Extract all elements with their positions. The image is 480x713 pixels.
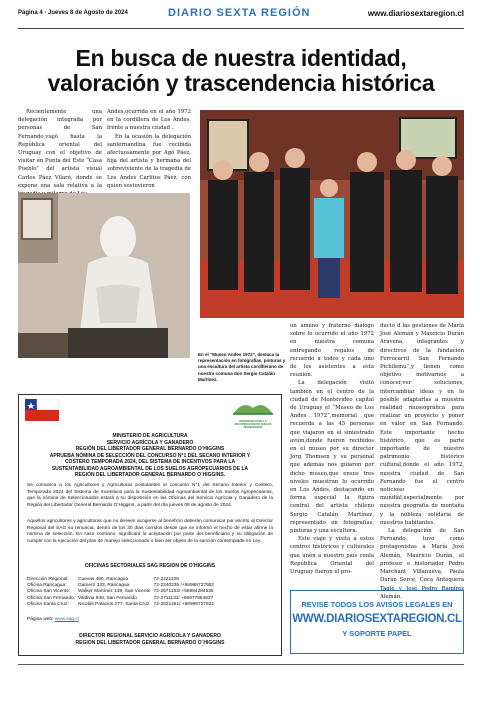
- website-link[interactable]: www.diariosextaregion.cl: [367, 9, 464, 18]
- article-paragraph: Andes,ocurrida en el año 1972 en la cordillera de Los Andes, frente a nuestra ciudad .: [107, 109, 191, 132]
- promo-line-3: Y SOPORTE PAPEL: [342, 629, 412, 638]
- office-address: Walker Martínez 149, San Vicente: [78, 589, 151, 595]
- office-address: Valdivia 948, San Fernando: [78, 595, 137, 601]
- headline-line-2: valoración y trascendencia histórica: [47, 70, 435, 96]
- ad-footer-line: REGION DEL LIBERTADOR GENERAL BERNARDO O´HIGGINS: [75, 639, 225, 646]
- headline-line-1: En busca de nuestra identidad,: [75, 45, 407, 71]
- web-label: Página web:: [27, 617, 54, 622]
- ad-footer: [25, 633, 275, 646]
- program-logo: [231, 398, 275, 429]
- offices-table: [27, 577, 217, 608]
- article-paragraph: Este viaje y visita a estos centros históricos y culturales que unen a nuestro país conla República Oriental del Uruguay fueron el pro-: [290, 536, 374, 576]
- article-paragraph: La delegación de San Fernando, tuvo como protagonistas a María José Alemán, Mauricio Durán, el profesor e historiador Pedro Marchant Villanueva, Paula Durán Serce, Coca Antequera Tagle y José Pedro Ramírez Alemán.: [380, 528, 464, 600]
- office-address: Nicolás Palacios 277, Santa Cruz: [78, 601, 150, 607]
- office-phone: 72-2711131/ +56977654637: [153, 595, 214, 601]
- office-name: Oficina San Fernando:: [27, 595, 75, 601]
- ad-title-line: REGIÓN DEL LIBERTADOR GENERAL BERNARDO O´HIGGINS.: [74, 472, 226, 478]
- office-phone: 72-2221109: [153, 577, 179, 582]
- article-paragraph: En la ocasión la delegación sanfernandina fue recibida afectuosamente por Agó Páez, hija del artista y hermana del sobreviviente de la tragedia de Los Andes Carlitos Páez, con quien sostuvieron: [107, 133, 191, 189]
- article-paragraph: Recientemente una delegación integrada por personas de San Fernando,viajó hasta la República oriental del Uruguay con el objetivo de visitar en Punta del Este “Casa Pueblo” del artista visual Carlos Páez Vilaró, donde se expone una sala relativa a la: [18, 109, 102, 189]
- article-paragraph: La delegación visitó también en el centro de la ciudad de Montevideo capital de Uruguay el “Museo de Los Andes 1972”,memorial que recuerda a las 45 personas que viajaron en el siniestrado avión,donde fueron recibidos en el museo por su director Jorg Thomsen y su personal que además nos guiaron por dicho museo,que ensus tres niveles muestran lo ocurrido en Los Andes, destacando en forma especial la figura central del artista chileno Sergio Catalán Martínez, representado en fotografías, pinturas y una escultura.: [290, 380, 374, 535]
- office-name: Oficina San Vicente:: [27, 589, 71, 595]
- ad-web-row: [27, 617, 79, 624]
- article-column-2: [107, 108, 191, 190]
- legal-notices-promo: [290, 590, 464, 654]
- ad-title-line: APRUEBA NÓMINA DE SELECCIÓN DEL CONCURSO N°1 DEL SECANO INTERIOR Y: [49, 452, 251, 459]
- paper-name: DIARIO SEXTA REGIÓN: [168, 7, 311, 19]
- photo-caption: En el “Museo Andes 1972”, destaca la representación en fotografías, pinturas y una escultura del artista cordillerano de nuestra comuna don Sergio Catalán Martínez.: [198, 352, 286, 382]
- statue-illustration: [18, 193, 190, 358]
- promo-website[interactable]: WWW.DIARIOSEXTAREGION.CL: [292, 613, 462, 625]
- office-phone: 72-2571153/ +56984284538: [153, 589, 214, 595]
- office-address: Cuevas 480, Rancagua: [78, 577, 129, 582]
- article-column-4: [380, 322, 464, 601]
- ad-paragraph-2: Aquellos agricultores y agricultoras que no deseen acogerse al beneficio deberán comunicar por escrito al Director Regional del SAG su renuncia, dentro de los 30 días corridos desde que se informó el hecho de estar afirme la nómina de selección. En caso contrario, significará la aceptación por parte del beneficiario y su obligación de cumplir con la ejecución del plan de manejo seleccionado o bien ser objeto de la sanción contemplada en Ley.: [27, 519, 273, 544]
- web-link[interactable]: www.sag.cl: [54, 617, 79, 622]
- bottom-rule: [18, 664, 464, 665]
- office-name: Oficina Santa Cruz:: [27, 601, 69, 607]
- ad-title-line: MINISTERIO DE AGRICULTURA: [112, 433, 188, 439]
- page-date: Página 4 - Jueves 8 de Agosto de 2024: [18, 10, 128, 16]
- office-name: Oficina Rancagua:: [27, 583, 67, 589]
- office-phone: 72-2821451/ +56998727822: [153, 601, 214, 607]
- ad-title-line: SERVICIO AGRÍCOLA Y GANADERO: [106, 439, 194, 446]
- government-logo: [25, 399, 59, 421]
- statue-photo: [18, 193, 190, 358]
- article-column-1: [18, 108, 102, 198]
- ad-title-line: REGIÓN DEL LIBERTADOR GENERAL BERNARDO O’HIGGINS: [75, 446, 225, 452]
- group-illustration: [200, 110, 464, 318]
- page-header: [18, 6, 464, 29]
- ad-title-line: COSTERO TEMPORADA 2024, DEL SISTEMA DE INCENTIVOS PARA LA: [64, 459, 236, 465]
- article-column-3: [290, 322, 374, 576]
- ad-title-line: SUSTENTABILIDAD AGROAMBIENTAL DE LOS SUELOS AGROPECUARIOS DE LA: [51, 465, 249, 472]
- office-row: [27, 596, 217, 602]
- promo-line-1: REVISE TODOS LOS AVISOS LEGALES EN: [301, 600, 453, 609]
- legal-notice-ad: [18, 394, 282, 656]
- article-paragraph: ducto d las gestiones de María José Alemán y Mauricio Durán Aravena, integrantes y directivos de la fundación Ferrocarril San Fernando Pichilemu”,y tienen como objetivo motivarnos a conocer,ver soluciones, intercambiar ideas y en lo posible adaptarlas a muestra realidad museográfica para realizar un proyecto y poner en valor en San Fernando. Este importante hecho histórico, que es parte importante de nuestro patrimonio histórico cultural,donde el año 1972, nuestra ciudad de San Fernando fue el centro noticioso mundial,especialmente por nuestra geografía de montaña y la nobleza solidaria de nuestros habitantes.: [380, 323, 464, 526]
- program-logo-text: PROGRAMA PARA LA RECUPERACIÓN DE SUELOS DEGRADADOS: [234, 420, 272, 429]
- group-photo: [200, 110, 464, 318]
- offices-title: OFICINAS SECTORIALES SAG REGION DE O’HIGGINS: [84, 563, 216, 569]
- office-name: Dirección Regional:: [27, 577, 69, 582]
- ad-paragraph-1: Se comunica a los Agricultores y Agricultoras postulantes al concurso N°1 del Secano Interior y Costero, Temporada 2024 del Sistema de Incentivos para la Sustentabilidad Agroambiental de los Suelos Agropecuarios, que la nómina de Seleccionados estará a su disposición en las Oficinas del Servicio Agrícola y Ganadero de la Región del Libertador General Bernardo O’Higgins, a partir del día jueves 08 de agosto de 2024.: [27, 483, 273, 508]
- ad-title: [25, 433, 275, 479]
- ad-footer-line: DIRECTOR REGIONAL SERVICIO AGRÍCOLA Y GANADERO: [79, 633, 221, 639]
- article-paragraph: un ameno y fraterno diálogo sobre lo ocurrido el año 1972 en nuestra comuna entregando regalos de recuerdo a todos y cada uno de los asistentes a esta reunión.: [290, 323, 374, 379]
- office-phone: 72-2240235 /+56998727952: [153, 583, 214, 589]
- office-row: [27, 602, 217, 608]
- office-row: [27, 589, 217, 595]
- headline: [18, 46, 464, 96]
- office-address: Gamero 333, Rancagua: [78, 583, 130, 589]
